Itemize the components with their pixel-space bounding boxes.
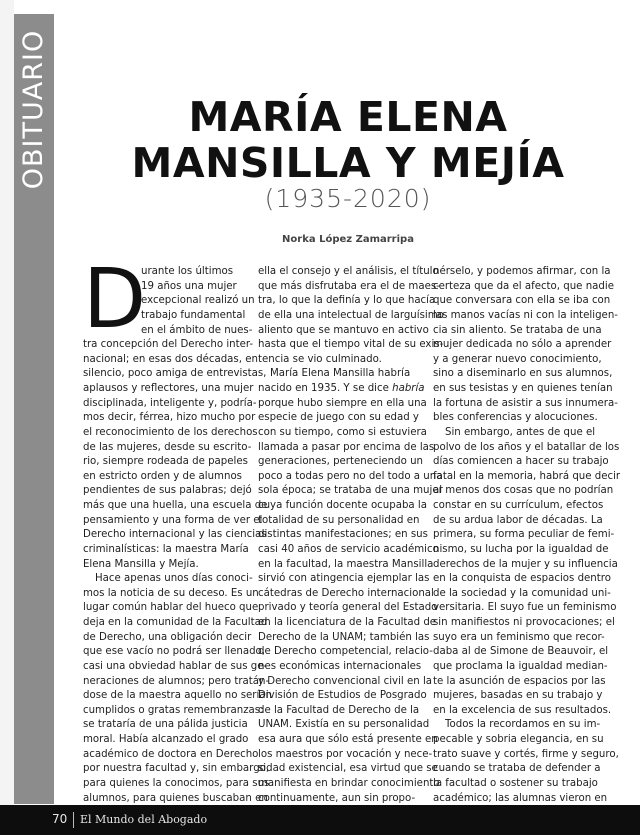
text-line: cuya función docente ocupaba la [258,500,427,511]
text-line: para quienes la conocimos, para sus [83,777,270,789]
text-line: nacido en 1935. Y se dice habría [258,383,425,394]
text-line: UNAM. Existía en su personalidad [258,719,430,731]
text-line: que conversara con ella se iba con [433,295,611,307]
text-line: el reconocimiento de los derechos [83,426,258,438]
text-line: pendientes de sus palabras; dejó [83,485,252,497]
text-line: aplausos y reflectores, una mujer [83,383,254,394]
text-line: especie de juego con su edad y [258,412,419,424]
text-line: tra, lo que la definía y lo que hacía [258,295,436,307]
text-line: primera, su forma peculiar de femi- [433,529,615,541]
text-line: pecable y sobria elegancia, en su [433,734,604,745]
text-line: División de Estudios de Posgrado [258,690,427,702]
text-line: mujeres, basadas en su trabajo y [433,690,603,702]
text-line: sola época; se trataba de una mujer [258,485,443,497]
text-line: disciplinada, inteligente y, podría- [83,397,257,409]
text-line: y Derecho convencional civil en la [258,675,433,687]
page-number: 70 [52,812,68,826]
text-line: neraciones de alumnos; pero tratán- [83,675,270,687]
text-line: sin manifiestos ni provocaciones; el [433,617,615,628]
text-line: en la excelencia de sus resultados. [433,704,612,716]
text-line: fatal en la memoria, habrá que decir [433,470,621,482]
page-edge [0,0,14,805]
text-line: versitaria. El suyo fue un feminismo [433,602,617,614]
text-line: cuando se trataba de defender a [433,763,601,775]
text-line: mujer dedicada no sólo a aprender [433,339,612,351]
text-line: casi una obviedad hablar de sus ge- [83,660,268,672]
text-line: Sin embargo, antes de que el [445,426,596,438]
page-footer [0,805,640,835]
text-line: ella el consejo y el análisis, el título [258,266,439,277]
text-line: alumnos, para quienes buscaban en [83,792,268,804]
text-line: criminalísticas: la maestra María [83,543,249,555]
text-line: tra concepción del Derecho inter- [83,339,254,351]
text-line: rio, siempre rodeada de papeles [83,456,248,468]
text-line: aliento que se mantuvo en activo [258,324,429,336]
text-line: en la conquista de espacios dentro [433,573,611,585]
text-line: continuamente, aun sin propo- [258,792,416,804]
text-line: y a generar nuevo conocimiento, [433,353,602,365]
text-line: la fortuna de asistir a sus innumera- [433,397,618,409]
text-line: privado y teoría general del Estado [258,602,438,614]
section-label [14,14,54,204]
section-label-text: OBITUARIO [18,29,50,189]
text-line: en estricto orden y de alumnos [83,470,242,482]
article-title-line-1: MARÍA ELENA [188,93,508,141]
text-line: derechos de la mujer y su influencia [433,558,618,570]
text-line: académico; las alumnas vieron en [433,792,608,804]
text-line: constar en su currículum, efectos [433,500,604,511]
text-line: que más disfrutaba era el de maes- [258,280,440,292]
text-line: de la sociedad y la comunidad uni- [433,587,611,599]
article-title-line-2: MANSILLA Y MEJÍA [131,139,565,187]
text-line: María Elena Mansilla habría [270,368,411,380]
text-line: certeza que da el afecto, que nadie [433,280,614,292]
text-line: días comiencen a hacer su trabajo [433,456,609,468]
text-line: tencia se vio culminado. [258,353,382,365]
publication-name: El Mundo del Abogado [80,813,208,826]
text-line: en el ámbito de nues- [141,324,253,336]
text-line: trato suave y cortés, firme y seguro, [433,748,619,760]
text-line: moral. Había alcanzado el grado [83,734,249,745]
text-line: sino a diseminarlo en sus alumnos, [433,368,613,380]
text-line: por nuestra facultad y, sin embargo, [83,763,270,775]
text-line: académico de doctora en Derecho [83,748,259,760]
text-line: Hace apenas unos días conoci- [95,573,253,585]
text-line: generaciones, perteneciendo un [258,456,423,468]
text-line: casi 40 años de servicio académico [258,543,439,555]
text-line: con su tiempo, como si estuviera [258,426,427,438]
text-line: Derecho internacional y las ciencias [83,529,267,541]
text-line: pensamiento y una forma de ver el [83,514,263,526]
text-line: urante los últimos [141,266,234,277]
text-line: porque hubo siempre en ella una [258,397,427,409]
text-line: se trataría de una pálida justicia [83,719,248,731]
text-line: en sus tesistas y en quienes tenían [433,383,613,394]
text-line: la facultad o sostener su trabajo [433,777,598,789]
text-column-3 [433,265,621,806]
text-line: nes económicas internacionales [258,660,422,672]
text-line: mos la noticia de su deceso. Es un [83,587,259,599]
drop-cap: D [83,252,147,347]
text-line: bles conferencias y alocuciones. [433,412,598,424]
text-line: que ese vacío no podrá ser llenado, [83,646,266,658]
text-line: Elena Mansilla y Mejía. [83,558,199,570]
text-line: de Derecho competencial, relacio- [258,646,433,658]
text-line: nérselo, y podemos afirmar, con la [433,266,611,277]
text-line: sidad existencial, esa virtud que se [258,763,438,775]
text-line: nismo, su lucha por la igualdad de [433,543,609,555]
text-line: totalidad de su personalidad en [258,514,420,526]
text-line: cátedras de Derecho internacional [258,587,434,599]
text-line: de ella una intelectual de larguísimo [258,309,444,321]
text-line: poco a todas pero no del todo a una [258,470,443,482]
text-line: hasta que el tiempo vital de su exis- [258,339,444,351]
text-line: Todos la recordamos en su im- [445,719,601,731]
footer-divider [73,812,74,828]
text-line: mos decir, férrea, hizo mucho por [83,412,256,424]
text-line: distintas manifestaciones; en sus [258,529,428,541]
text-line: lugar común hablar del hueco que [83,602,259,614]
text-line: que proclama la igualdad median- [433,660,608,672]
text-line: llamada a pasar por encima de las [258,441,435,453]
text-line: los maestros por vocación y nece- [258,748,433,760]
text-line: deja en la comunidad de la Facultad [83,617,268,628]
text-line: las manos vacías ni con la inteligen- [433,309,618,321]
text-line: de Derecho, una obligación decir [83,631,252,643]
life-years: (1935-2020) [264,184,432,213]
text-line: cumplidos o gratas remembranzas: [83,704,264,716]
text-column-2 [258,265,444,806]
text-line: de las mujeres, desde su escrito- [83,441,252,453]
text-line: dose de la maestra aquello no serían [83,690,272,702]
text-line: al menos dos cosas que no podrían [433,485,614,497]
text-line: daba al de Simone de Beauvoir, el [433,646,609,658]
text-line: sirvió con atingencia ejemplar las [258,573,430,585]
text-line: en la facultad, la maestra Mansilla [258,558,434,570]
emphasis: habría [392,383,425,394]
text-line: silencio, poco amiga de entrevistas, [83,368,267,380]
text-line: de la Facultad de Derecho de la [258,704,420,716]
text-line: excepcional realizó un [141,295,255,307]
text-line: en la licenciatura de la Facultad de [258,617,437,628]
text-line: Derecho de la UNAM; también las [258,631,430,643]
text-line: esa aura que sólo está presente en [258,734,438,745]
text-line: 19 años una mujer [141,280,237,292]
author-byline: Norka López Zamarripa [282,234,414,245]
text-line: trabajo fundamental [141,309,246,321]
text-line: nacional; en esas dos décadas, en [83,353,258,365]
text-line: cia sin aliento. Se trataba de una [433,324,602,336]
text-line: te la asunción de espacios por las [433,675,606,687]
text-line: más que una huella, una escuela de [83,500,268,511]
text-line: suyo era un feminismo que recor- [433,631,605,643]
text-line: manifiesta en brindar conocimiento [258,777,440,789]
text-line: de su ardua labor de décadas. La [433,514,603,526]
text-line: polvo de los años y el batallar de los [433,441,620,453]
text-column-1 [83,252,272,806]
